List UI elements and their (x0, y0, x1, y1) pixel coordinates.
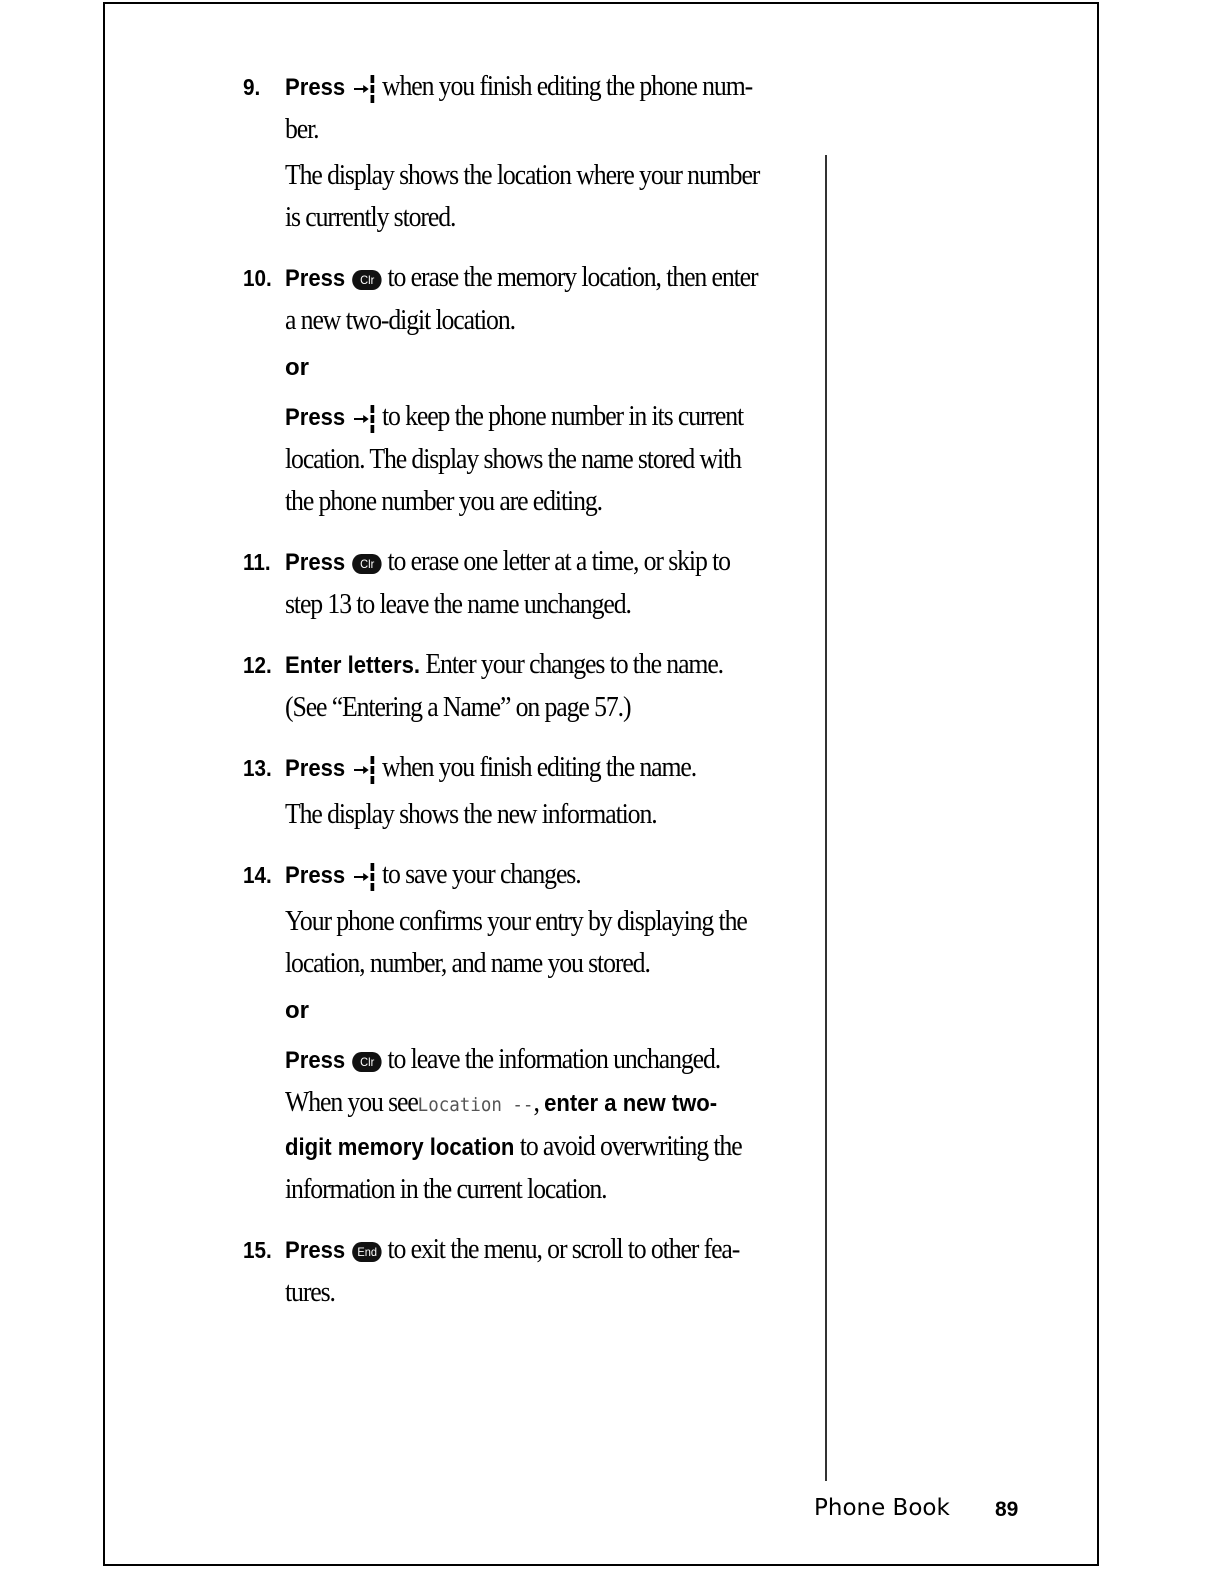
press-label: Press (285, 74, 346, 101)
step-13: 13. Press when you finish editing the name. The display shows the new information. (243, 747, 803, 836)
select-key-icon (353, 860, 377, 894)
or-separator: or (285, 354, 309, 381)
margin-rule (825, 155, 827, 1481)
press-label: Press (285, 1237, 346, 1264)
step-number: 11. (243, 549, 271, 575)
section-title: Phone Book (814, 1495, 950, 1521)
press-label: Press (285, 755, 346, 782)
display-text: Location -- (417, 1094, 534, 1116)
select-key-icon (353, 72, 377, 106)
step-10: 10. Press Clr to erase the memory location, then enter a new two-digit location. or Press to keep the phone number in its current location. The display shows the name stored with the phone number you are editing. (243, 257, 803, 523)
press-label: Press (285, 862, 346, 889)
step-number: 9. (243, 74, 261, 100)
step-number: 14. (243, 862, 272, 888)
page-number: 89 (995, 1498, 1019, 1521)
enter-letters-label: Enter letters. (285, 652, 420, 679)
end-key-icon: End (353, 1242, 382, 1262)
step-11: 11. Press Clr to erase one letter at a time, or skip to step 13 to leave the name unchanged. (243, 541, 803, 626)
select-key-icon (353, 753, 377, 787)
step-14: 14. Press to save your changes. Your phone confirms your entry by displaying the location, number, and name you stored. or Press Clr to leave the information unchanged. When you seeLocation --, enter a new two- digit memory location to avoid overwriting the information in the current location. (243, 854, 803, 1211)
press-label: Press (285, 404, 346, 431)
press-label: Press (285, 549, 346, 576)
or-separator: or (285, 997, 309, 1024)
instruction-list (243, 66, 803, 1332)
bold-instruction: digit memory location (285, 1134, 515, 1161)
step-number: 15. (243, 1237, 272, 1263)
clear-key-icon: Clr (353, 270, 382, 290)
select-key-icon (353, 402, 377, 436)
step-12: 12. Enter letters. Enter your changes to the name. (See “Entering a Name” on page 57.) (243, 644, 803, 729)
step-number: 10. (243, 265, 272, 291)
clear-key-icon: Clr (353, 554, 382, 574)
bold-instruction: enter a new two- (544, 1090, 718, 1117)
press-label: Press (285, 265, 346, 292)
clear-key-icon: Clr (353, 1052, 382, 1072)
step-9: 9. Press when you finish editing the phone num- ber. The display shows the location where your number is currently stored. (243, 66, 803, 239)
step-number: 12. (243, 652, 272, 678)
press-label: Press (285, 1047, 346, 1074)
step-number: 13. (243, 755, 272, 781)
step-15: 15. Press End to exit the menu, or scroll to other fea- tures. (243, 1229, 803, 1314)
